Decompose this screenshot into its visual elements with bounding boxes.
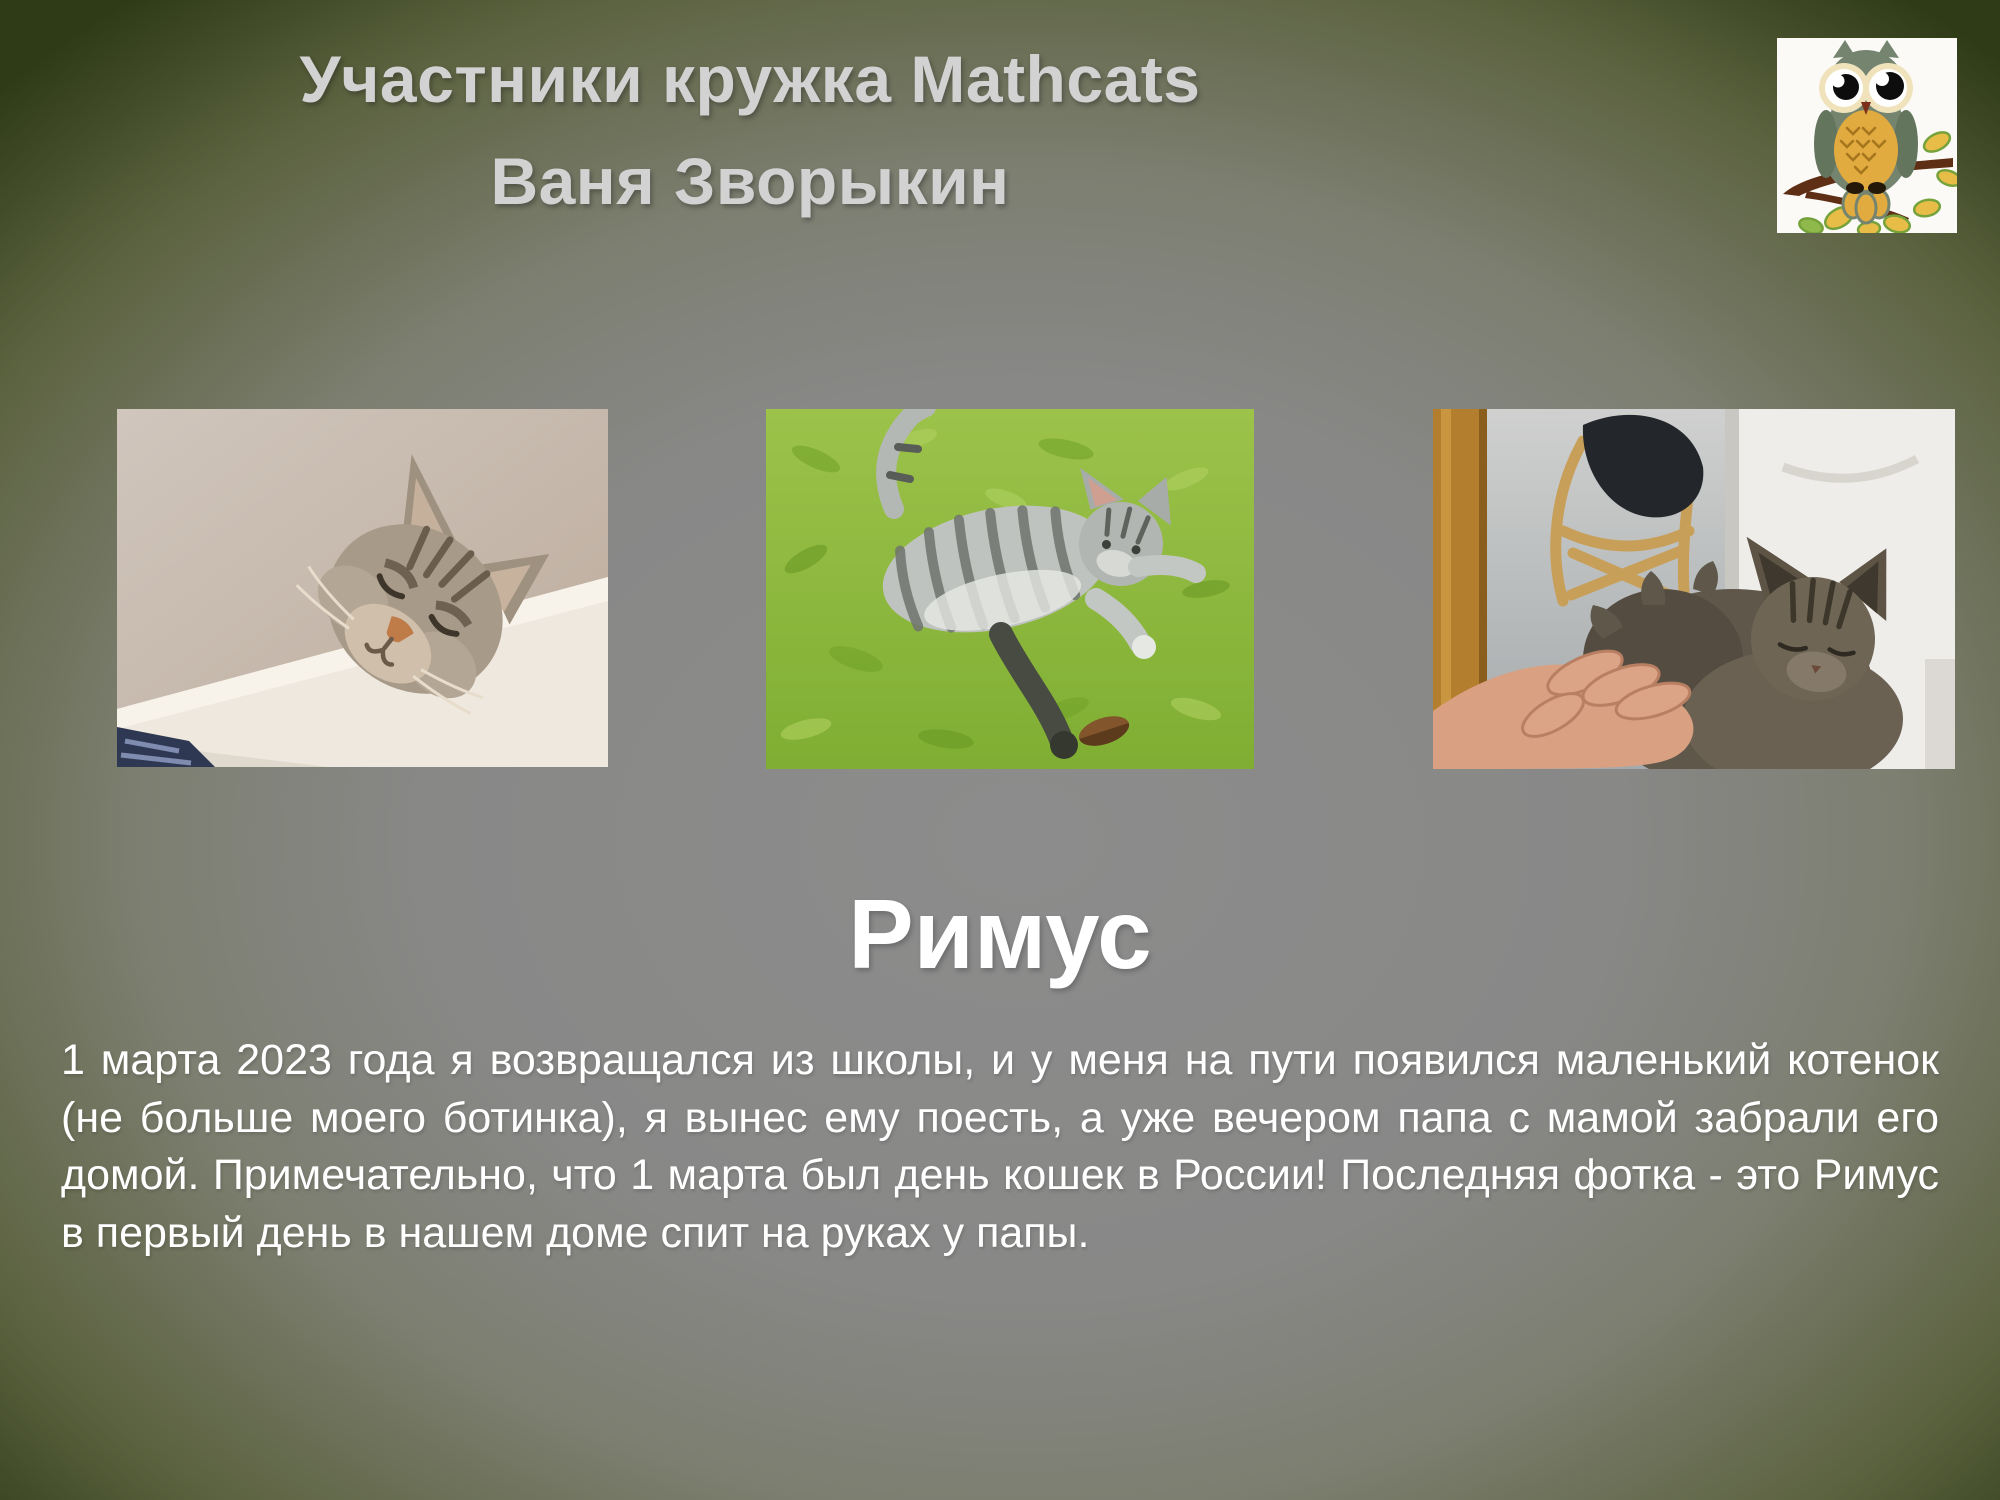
- owl-logo: [1777, 38, 1957, 233]
- cat-on-grass-image: [766, 409, 1254, 769]
- owl-icon: [1777, 38, 1957, 233]
- cat-over-ledge-image: [117, 409, 608, 767]
- cat-name-heading: Римус: [848, 879, 1152, 989]
- photo-cat-over-ledge: [117, 409, 608, 767]
- kitten-in-hand-image: [1433, 409, 1955, 769]
- slide-title: Участники кружка Mathcats: [299, 42, 1201, 116]
- photo-kitten-in-hand: [1433, 409, 1955, 769]
- slide-subtitle: Ваня Зворыкин: [490, 144, 1010, 218]
- photo-cat-on-grass: [766, 409, 1254, 769]
- story-paragraph: 1 марта 2023 года я возвращался из школы, и у меня на пути появился маленький котенок (не больше моего ботинка), я вынес ему поесть, а уже вечером папа с мамой забрали его домой. Примечательно, что 1 марта был день кошек в России! Последняя фотка - это Римус в первый день в нашем доме спит на руках у папы.: [61, 1036, 1939, 1257]
